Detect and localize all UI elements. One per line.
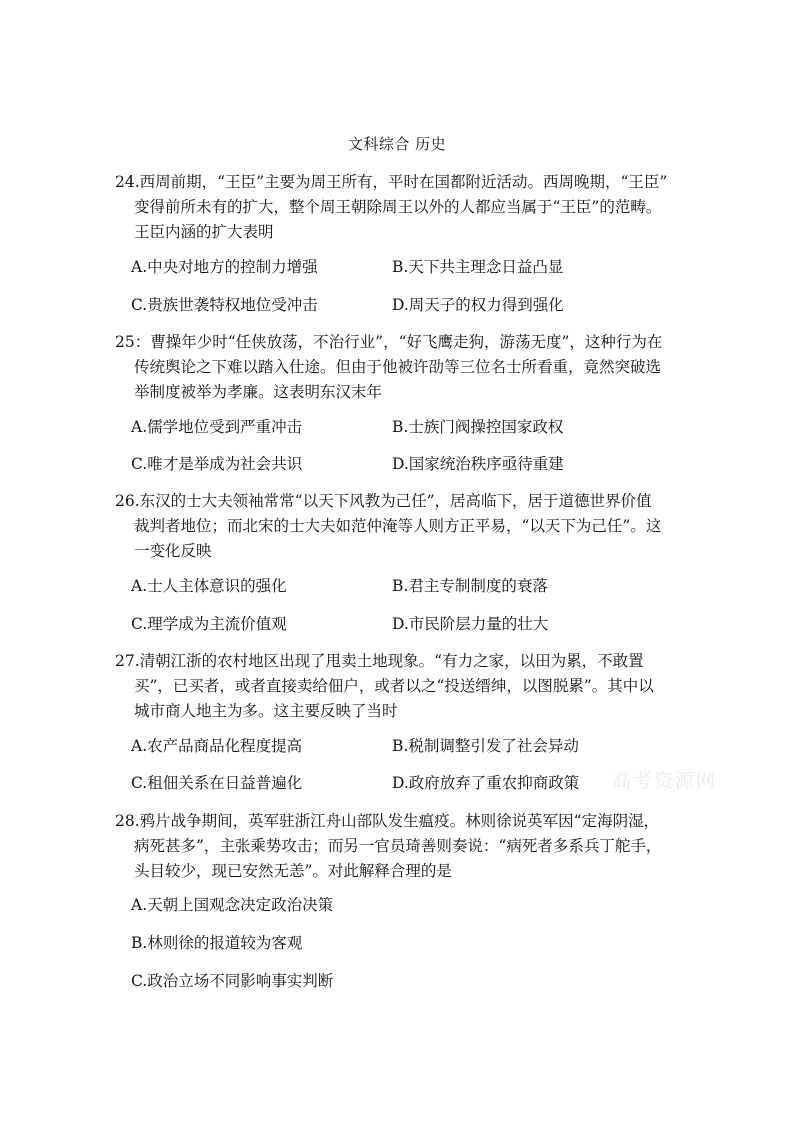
page-title: 文科综合 历史 xyxy=(347,135,447,153)
question-28 xyxy=(115,809,685,884)
option-c: C.租佃关系在日益普遍化 xyxy=(131,774,303,792)
question-line: 头目较少，现已安然无恙”。对此解释合理的是 xyxy=(134,862,452,880)
watermark: 高考资源网 xyxy=(612,770,718,792)
question-line: 变得前所未有的扩大，整个周王朝除周王以外的人都应当属于“王臣”的范畴。 xyxy=(134,198,662,216)
question-24 xyxy=(115,170,685,245)
question-27 xyxy=(115,649,685,724)
question-25 xyxy=(115,330,685,405)
question-line: 传统舆论之下难以踏入仕途。但由于他被许劭等三位名士所看重，竟然突破选 xyxy=(134,358,662,376)
option-a: A.士人主体意识的强化 xyxy=(131,577,287,595)
question-26 xyxy=(115,489,685,564)
question-line: 28.鸦片战争期间，英军驻浙江舟山部队发生瘟疫。林则徐说英军因“定海阴湿， xyxy=(115,812,660,830)
option-b: B.林则徐的报道较为客观 xyxy=(131,934,303,952)
question-line: 24.西周前期，“王臣”主要为周王所有，平时在国都附近活动。西周晚期，“王臣” xyxy=(115,173,668,191)
option-b: B.天下共主理念日益凸显 xyxy=(392,258,564,276)
option-c: C.唯才是举成为社会共识 xyxy=(131,455,303,473)
question-line: 王臣内涵的扩大表明 xyxy=(134,223,274,241)
option-a: A.天朝上国观念决定政治决策 xyxy=(131,896,334,914)
question-line: 一变化反映 xyxy=(134,542,212,560)
option-b: B.君主专制制度的衰落 xyxy=(392,577,548,595)
question-line: 27.清朝江浙的农村地区出现了甩卖土地现象。“有力之家，以田为累，不敢置 xyxy=(115,652,644,670)
option-c: C.理学成为主流价值观 xyxy=(131,615,287,633)
option-d: D.国家统治秩序亟待重建 xyxy=(392,455,564,473)
question-line: 26.东汉的士大夫领袖常常“以天下风教为己任”，居高临下，居于道德世界价值 xyxy=(115,492,652,510)
option-b: B.税制调整引发了社会异动 xyxy=(392,737,579,755)
option-a: A.儒学地位受到严重冲击 xyxy=(131,418,303,436)
option-d: D.周天子的权力得到强化 xyxy=(392,296,564,314)
question-line: 病死甚多”，主张乘势攻击；而另一官员琦善则奏说：“病死者多系兵丁舵手， xyxy=(134,837,662,855)
option-c: C.贵族世袭特权地位受冲击 xyxy=(131,296,318,314)
question-line: 城市商人地主为多。这主要反映了当时 xyxy=(134,702,398,720)
option-a: A.农产品商品化程度提高 xyxy=(131,737,303,755)
question-line: 举制度被举为孝廉。这表明东汉末年 xyxy=(134,383,383,401)
question-line: 买”，已买者，或者直接卖给佃户，或者以之“投送缙绅，以图脱累”。其中以 xyxy=(134,677,654,695)
option-d: D.市民阶层力量的壮大 xyxy=(392,615,549,633)
option-c: C.政治立场不同影响事实判断 xyxy=(131,972,334,990)
question-line: 25：曹操年少时“任侠放荡，不治行业”，“好飞鹰走狗，游荡无度”，这种行为在 xyxy=(115,333,663,351)
option-a: A.中央对地方的控制力增强 xyxy=(131,258,318,276)
question-line: 裁判者地位；而北宋的士大夫如范仲淹等人则方正平易，“以天下为己任”。这 xyxy=(134,517,662,535)
option-d: D.政府放弃了重农抑商政策 xyxy=(392,774,580,792)
option-b: B.士族门阀操控国家政权 xyxy=(392,418,564,436)
